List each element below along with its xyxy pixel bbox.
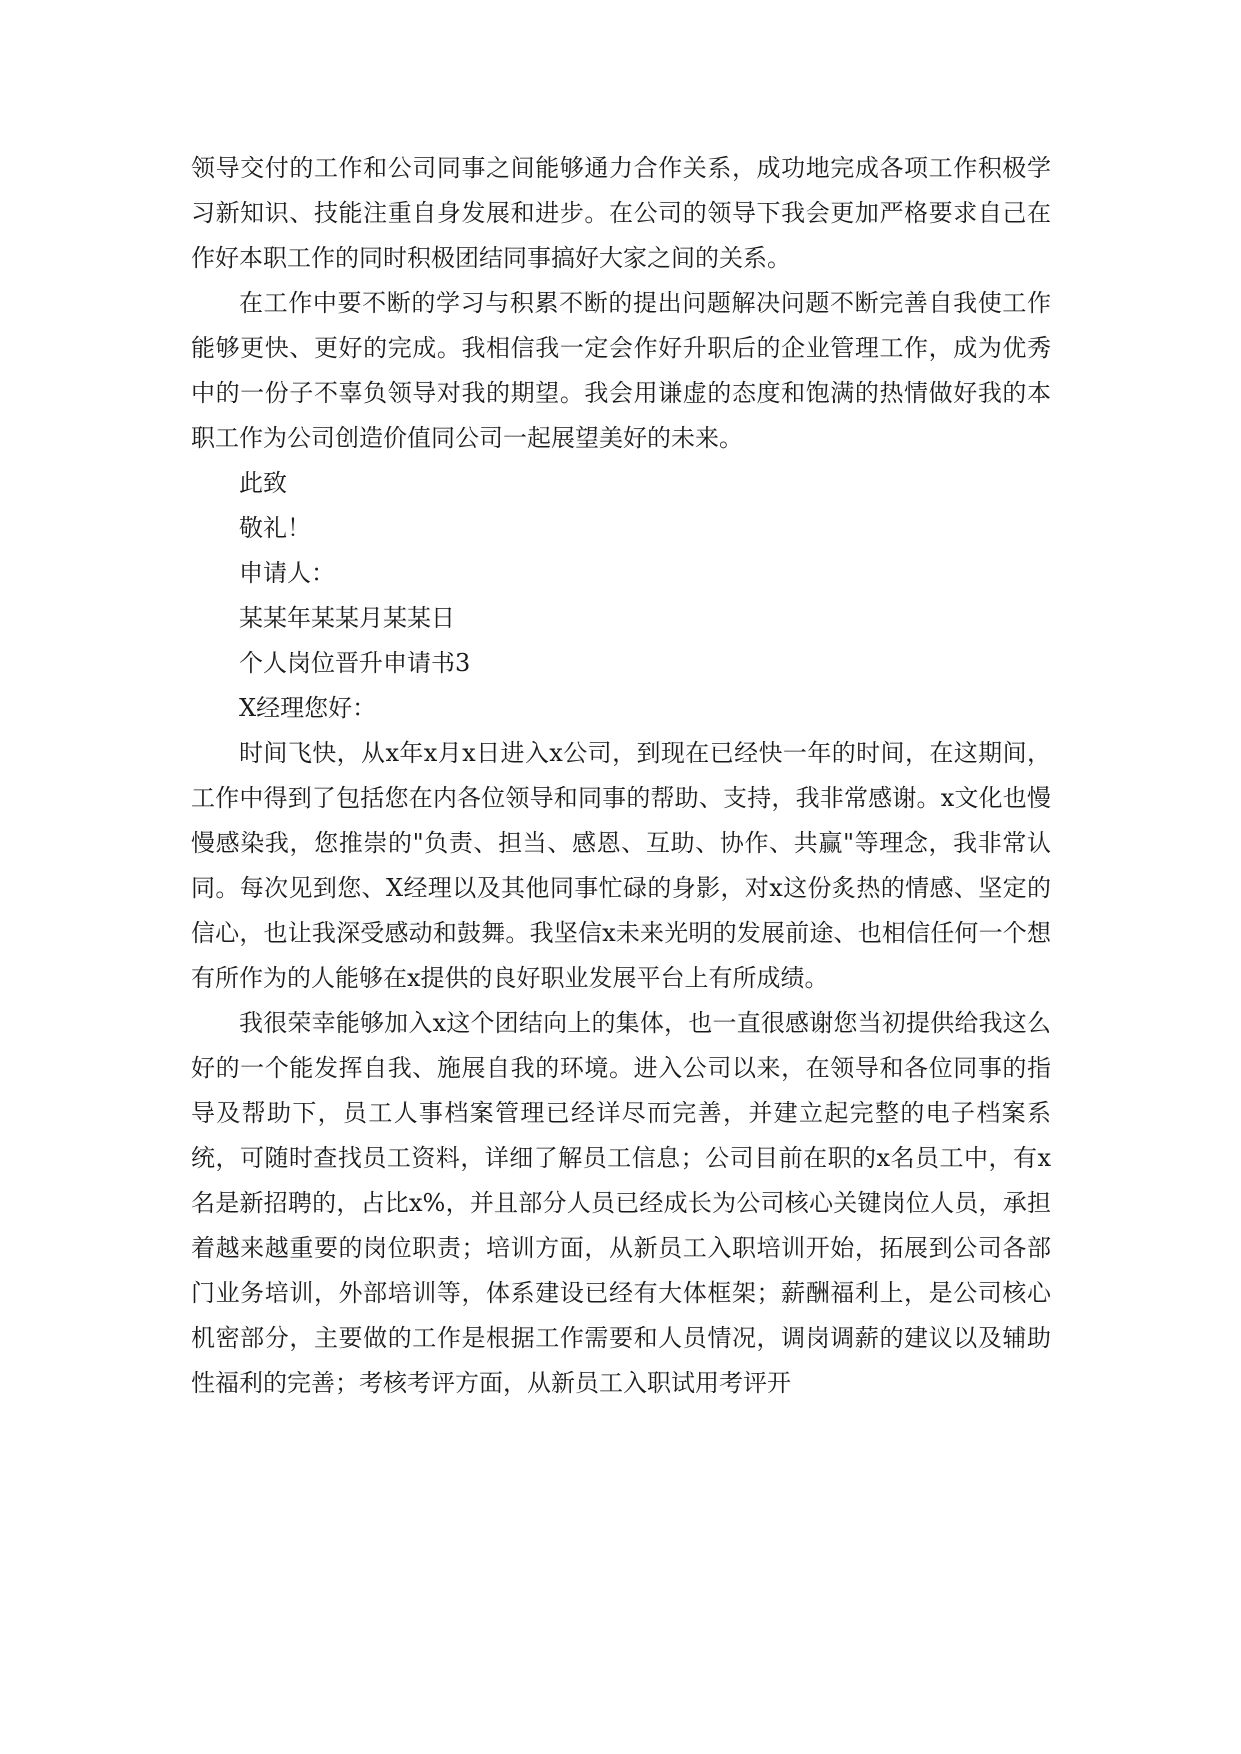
applicant-label: 申请人： bbox=[239, 559, 335, 587]
section-title: 个人岗位晋升申请书3 bbox=[239, 649, 471, 677]
paragraph-continuation: 领导交付的工作和公司同事之间能够通力合作关系，成功地完成各项工作积极学习新知识、技能注重自身发展和进步。在公司的领导下我会更加严格要求自己在作好本职工作的同时积极团结同事搞好大家之间的关系。 bbox=[191, 154, 1051, 272]
paragraph-work-learning: 在工作中要不断的学习与积累不断的提出问题解决问题不断完善自我使工作能够更快、更好的完成。我相信我一定会作好升职后的企业管理工作，成为优秀中的一份子不辜负领导对我的期望。我会用谦虚的态度和饱满的热情做好我的本职工作为公司创造价值同公司一起展望美好的未来。 bbox=[191, 289, 1051, 452]
document-body bbox=[191, 146, 1051, 1406]
closing-salutation: 此致 bbox=[239, 469, 287, 497]
date-line: 某某年某某月某某日 bbox=[239, 604, 455, 632]
body-paragraph-intro: 时间飞快，从x年x月x日进入x公司，到现在已经快一年的时间，在这期间，工作中得到了包括您在内各位领导和同事的帮助、支持，我非常感谢。x文化也慢慢感染我，您推崇的"负责、担当、感恩、互助、协作、共赢"等理念，我非常认同。每次见到您、X经理以及其他同事忙碌的身影，对x这份炙热的情感、坚定的信心，也让我深受感动和鼓舞。我坚信x未来光明的发展前途、也相信任何一个想有所作为的人能够在x提供的良好职业发展平台上有所成绩。 bbox=[191, 739, 1051, 992]
greeting: X经理您好： bbox=[239, 694, 377, 722]
body-paragraph-achievements: 我很荣幸能够加入x这个团结向上的集体，也一直很感谢您当初提供给我这么好的一个能发挥自我、施展自我的环境。进入公司以来，在领导和各位同事的指导及帮助下，员工人事档案管理已经详尽而完善，并建立起完整的电子档案系统，可随时查找员工资料，详细了解员工信息；公司目前在职的x名员工中，有x名是新招聘的，占比x%，并且部分人员已经成长为公司核心关键岗位人员，承担着越来越重要的岗位职责；培训方面，从新员工入职培训开始，拓展到公司各部门业务培训，外部培训等，体系建设已经有大体框架；薪酬福利上，是公司核心机密部分，主要做的工作是根据工作需要和人员情况，调岗调薪的建议以及辅助性福利的完善；考核考评方面，从新员工入职试用考评开 bbox=[191, 1009, 1051, 1397]
closing-respect: 敬礼！ bbox=[239, 514, 311, 542]
